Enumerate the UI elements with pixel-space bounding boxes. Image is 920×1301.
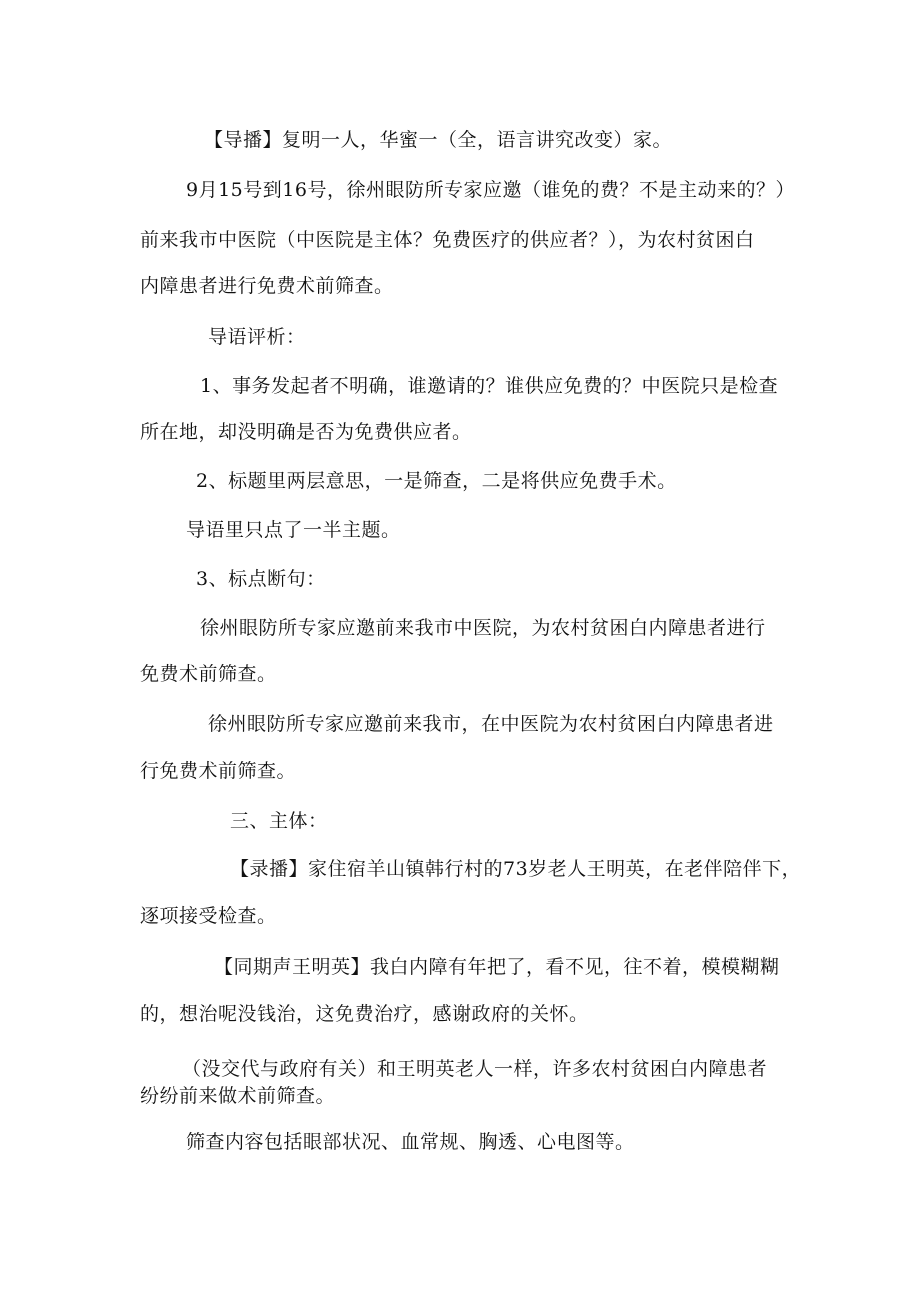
analysis-point-2: 2、标题里两层意思，一是筛查，二是将供应免费手术。 xyxy=(196,470,677,492)
note-line-1: （没交代与政府有关）和王明英老人一样，许多农村贫困白内障患者 xyxy=(182,1058,768,1080)
recording-line-1: 【录播】家住宿羊山镇韩行村的73岁老人王明英，在老伴陪伴下， xyxy=(230,858,802,880)
screening-contents: 筛查内容包括眼部状况、血常规、胸透、心电图等。 xyxy=(186,1131,635,1153)
analysis-point-1-line-1: 1、事务发起者不明确，谁邀请的？谁供应免费的？中医院只是检查 xyxy=(200,375,779,397)
punctuation-example-2-line-2: 行免费术前筛查。 xyxy=(140,760,297,782)
broadcast-lead: 【导播】复明一人，华蜜一（全，语言讲究改变）家。 xyxy=(204,129,673,151)
analysis-note: 导语里只点了一半主题。 xyxy=(186,519,401,541)
lead-line-3: 内障患者进行免费术前筛查。 xyxy=(140,275,394,297)
sync-sound-line-1: 【同期声王明英】我白内障有年把了，看不见，往不着，模模糊糊 xyxy=(214,956,780,978)
analysis-heading: 导语评析： xyxy=(208,326,306,348)
analysis-point-3: 3、标点断句： xyxy=(196,568,326,590)
recording-line-2: 逐项接受检查。 xyxy=(140,905,277,927)
sync-sound-line-2: 的，想治呢没钱治，这免费治疗，感谢政府的关怀。 xyxy=(140,1003,589,1025)
note-line-2: 纷纷前来做术前筛查。 xyxy=(140,1085,336,1107)
lead-line-2: 前来我市中医院（中医院是主体？免费医疗的供应者？），为农村贫困白 xyxy=(140,229,755,251)
punctuation-example-1-line-2: 免费术前筛查。 xyxy=(140,663,277,685)
punctuation-example-1-line-1: 徐州眼防所专家应邀前来我市中医院，为农村贫困白内障患者进行 xyxy=(200,617,766,639)
section-heading-body: 三、主体： xyxy=(230,810,328,832)
punctuation-example-2-line-1: 徐州眼防所专家应邀前来我市，在中医院为农村贫困白内障患者进 xyxy=(208,713,774,735)
analysis-point-1-line-2: 所在地，却没明确是否为免费供应者。 xyxy=(140,421,472,443)
lead-line-1: 9月15号到16号，徐州眼防所专家应邀（谁免的费？不是主动来的？） xyxy=(186,179,795,201)
